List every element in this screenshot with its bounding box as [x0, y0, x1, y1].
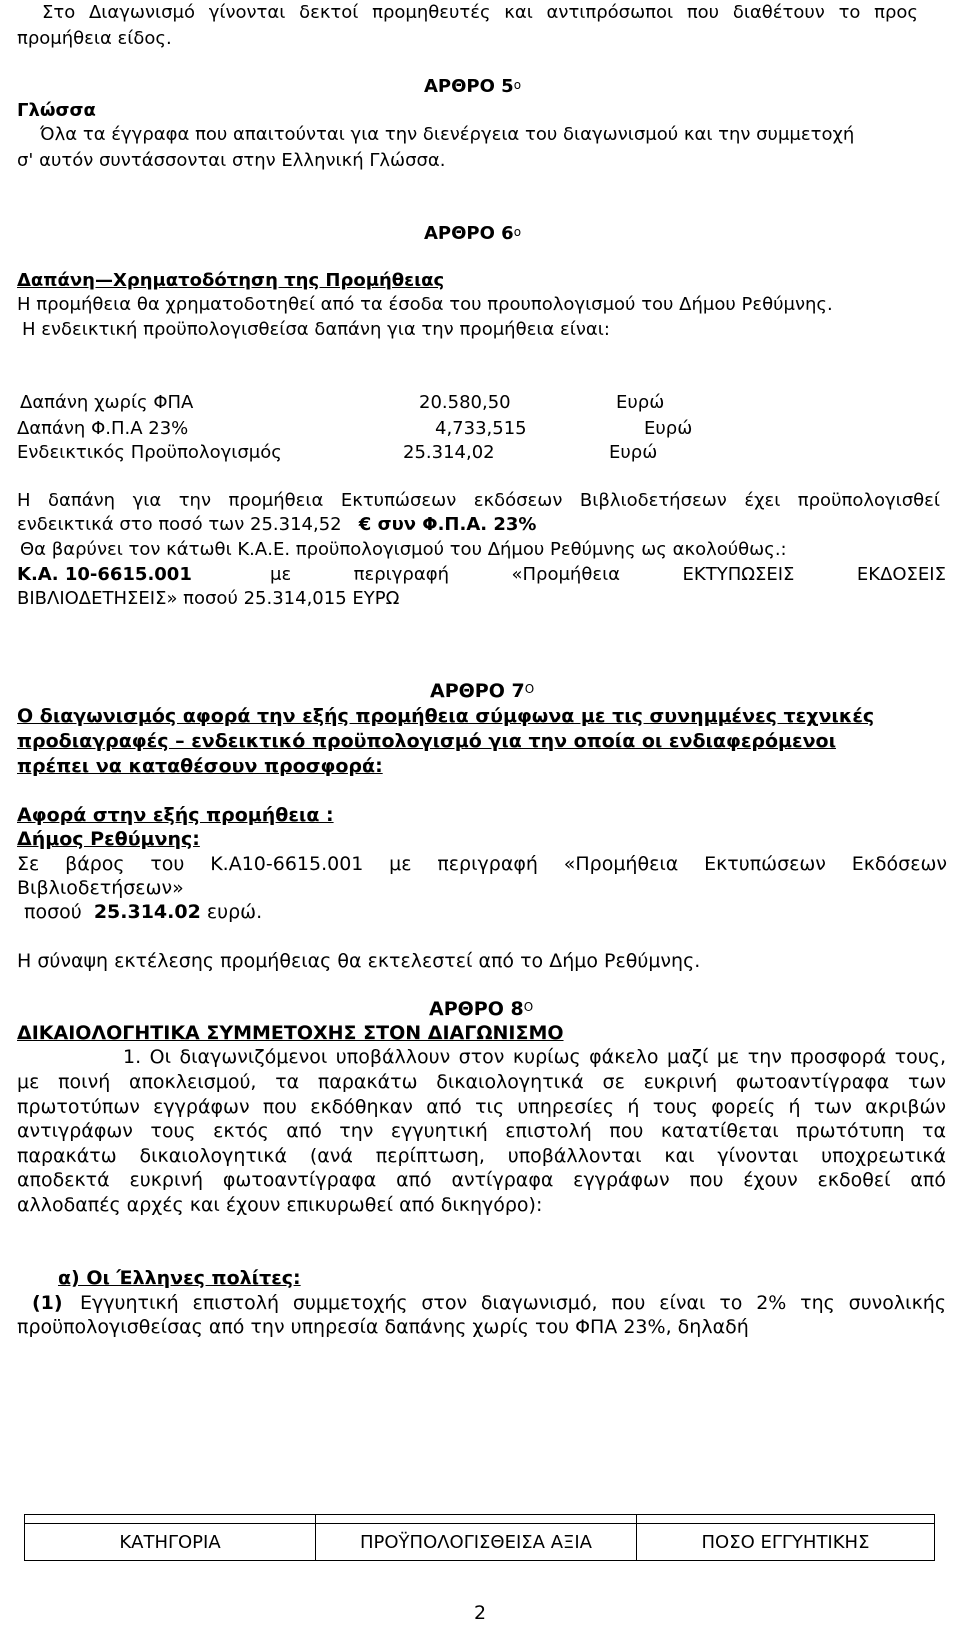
article-7-line-1: Σε βάρος του Κ.Α10-6615.001 με περιγραφή «Προμήθεια Εκτυπώσεων Εκδόσεων: [17, 853, 947, 875]
article-6-para-line-2: ενδεικτικά στο ποσό των 25.314,52 € συν Φ.Π.Α. 23%: [17, 514, 537, 535]
paragraph-line: παρακάτω δικαιολογητικά (ανά περίπτωση, υποβάλλονται και γίνονται υποχρεωτικά: [17, 1145, 946, 1167]
article-7-heading: ΑΡΘΡΟ $7^O$: [430, 680, 535, 702]
article-7-subheading-2: Δήμος Ρεθύμνης:: [17, 828, 200, 850]
paragraph-line: αλλοδαπές αρχές και έχουν επικυρωθεί από δικηγόρο):: [17, 1194, 543, 1216]
article-5-line-1: Όλα τα έγγραφα που απαιτούνται για την διενέργεια του διαγωνισμού και την συμμετοχή: [40, 124, 855, 145]
article-5-line-2: σ' αυτόν συντάσσονται στην Ελληνική Γλώσσα.: [17, 150, 446, 171]
table-header-category: ΚΑΤΗΓΟΡΙΑ: [25, 1524, 316, 1561]
intro-line-2: προμήθεια είδος.: [17, 28, 172, 49]
article-7-intro-line-3: πρέπει να καταθέσουν προσφορά:: [17, 755, 383, 777]
article-7-closing: Η σύναψη εκτέλεσης προμήθειας θα εκτελεστεί από το Δήμο Ρεθύμνης.: [17, 950, 701, 972]
cost-label: Δαπάνη χωρίς ΦΠΑ: [20, 392, 194, 413]
paragraph-line: αποδεκτά ευκρινή φωτοαντίγραφα από αντίγραφα εγγράφων που έχουν εκδοθεί από: [17, 1169, 946, 1191]
article-6-para-line-3: Θα βαρύνει τον κάτωθι Κ.Α.Ε. προϋπολογισμού του Δήμου Ρεθύμνης ως ακολούθως.:: [20, 539, 787, 560]
cost-amount: 4,733,515: [435, 418, 527, 439]
cost-amount: 25.314,02: [403, 442, 495, 463]
article-7-amount: ποσού 25.314.02 ευρώ.: [24, 901, 263, 923]
article-5-heading: ΑΡΘΡΟ $5^o$: [424, 76, 522, 97]
article-7-intro-line-1: Ο διαγωνισμός αφορά την εξής προμήθεια σύμφωνα με τις συνημμένες τεχνικές: [17, 705, 875, 727]
cost-currency: Ευρώ: [616, 392, 665, 413]
article-8-item-1-line-2: προϋπολογισθείσας από την υπηρεσία δαπάνης χωρίς του ΦΠΑ 23%, δηλαδή: [17, 1316, 749, 1338]
table-header-guarantee-amount: ΠΟΣΟ ΕΓΓΥΗΤΙΚΗΣ: [637, 1524, 935, 1561]
paragraph-line: 1. Οι διαγωνιζόμενοι υποβάλλουν στον κυρίως φάκελο μαζί με την προσφορά τους,: [123, 1046, 946, 1068]
article-6-title: Δαπάνη—Χρηματοδότηση της Προμήθειας: [17, 270, 445, 291]
ka-line: [17, 564, 192, 586]
article-6-line-1: Η προμήθεια θα χρηματοδοτηθεί από τα έσοδα του προυπολογισμού του Δήμου Ρεθύμνης.: [17, 294, 833, 315]
table-header-budget-value: ΠΡΟΫΠΟΛΟΓΙΣΘΕΙΣΑ ΑΞΙΑ: [316, 1524, 637, 1561]
cost-label: Ενδεικτικός Προϋπολογισμός: [17, 442, 282, 463]
cost-currency: Ευρώ: [609, 442, 658, 463]
ka-line-2: ΒΙΒΛΙΟΔΕΤΗΣΕΙΣ» ποσού 25.314,015 ΕΥΡΩ: [17, 588, 400, 609]
paragraph-line: πρωτοτύπων εγγράφων που εκδόθηκαν από τις υπηρεσίες ή τους φορείς ή των ακριβών: [17, 1096, 946, 1118]
page-number: 2: [474, 1602, 487, 1624]
article-8-item-1-number: (1): [32, 1292, 63, 1314]
paragraph-line: αντιγράφων τους εκτός από την εγγυητική επιστολή που κατατίθεται πρωτότυπη τα: [17, 1120, 946, 1142]
cost-currency: Ευρώ: [644, 418, 693, 439]
guarantee-table: [24, 1514, 935, 1561]
article-8-item-1-line-1: Εγγυητική επιστολή συμμετοχής στον διαγωνισμό, που είναι το 2% της συνολικής: [80, 1292, 946, 1314]
article-8-heading: ΑΡΘΡΟ $8^O$: [429, 998, 534, 1020]
article-8-subheading-a: α) Οι Έλληνες πολίτες:: [58, 1267, 301, 1289]
article-8-title: ΔΙΚΑΙΟΛΟΓΗΤΙΚΑ ΣΥΜΜΕΤΟΧΗΣ ΣΤΟΝ ΔΙΑΓΩΝΙΣΜΟ: [17, 1022, 564, 1044]
article-6-heading: ΑΡΘΡΟ $6^o$: [424, 223, 522, 244]
article-7-subheading-1: Αφορά στην εξής προμήθεια :: [17, 804, 334, 826]
ka-description: με περιγραφή «Προμήθεια ΕΚΤΥΠΩΣΕΙΣ ΕΚΔΟΣΕΙΣ: [270, 564, 946, 585]
ka-code: Κ.Α. 10-6615.001: [17, 564, 192, 585]
intro-line-1: Στο Διαγωνισμό γίνονται δεκτοί προμηθευτές και αντιπρόσωποι που διαθέτουν το προς: [42, 2, 918, 23]
paragraph-line: με ποινή αποκλεισμού, τα παρακάτω δικαιολογητικά σε ευκρινή φωτοαντίγραφα των: [17, 1071, 946, 1093]
article-6-line-2: Η ενδεικτική προϋπολογισθείσα δαπάνη για την προμήθεια είναι:: [22, 319, 610, 340]
article-7-line-2: Βιβλιοδετήσεων»: [17, 877, 184, 899]
cost-label: Δαπάνη Φ.Π.Α 23%: [17, 418, 189, 439]
article-5-title: Γλώσσα: [17, 100, 96, 121]
article-7-intro-line-2: προδιαγραφές – ενδεικτικό προϋπολογισμό για την οποία οι ενδιαφερόμενοι: [17, 730, 837, 752]
cost-amount: 20.580,50: [419, 392, 511, 413]
article-6-para-line-1: Η δαπάνη για την προμήθεια Εκτυπώσεων εκδόσεων Βιβλιοδετήσεων έχει προϋπολογισθεί: [17, 490, 940, 511]
